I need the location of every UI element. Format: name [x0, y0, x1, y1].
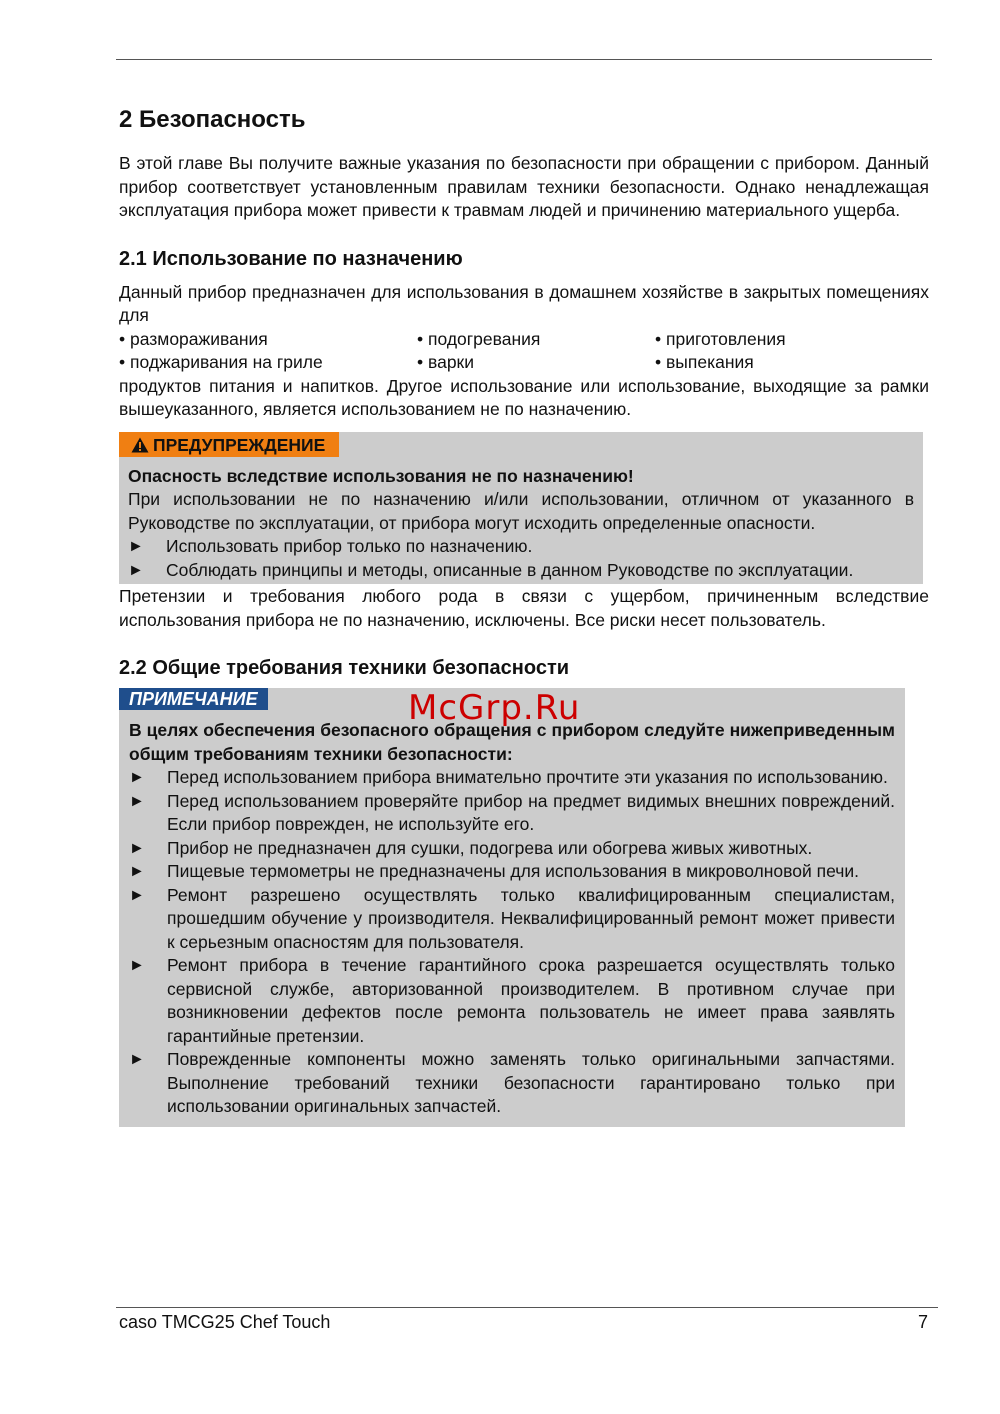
page-content — [119, 104, 929, 1127]
warning-title: Опасность вследствие использования не по назначению! — [128, 465, 634, 486]
arrow-right-icon: ► — [129, 839, 145, 857]
usage-bullets — [119, 328, 929, 375]
general-title: 2.2 Общие требования техники безопасности — [119, 657, 570, 679]
note-item: ► Ремонт прибора в течение гарантийного срока разрешается осуществлять только сервисной службе, авторизованной производителем. В противном случае при возникновении дефектов после ремонта пользователь не имеет права заявлять гарантийные претензии. — [129, 954, 895, 1048]
note-item: ► Пищевые термометры не предназначены для использования в микроволновой печи. — [129, 860, 895, 884]
note-item: ► Ремонт разрешено осуществлять только квалифицированным специалистам, прошедшим обучение у производителя. Неквалифицированный ремонт может привести к серьезным опасностям для пользователя. — [129, 884, 895, 955]
arrow-right-icon: ► — [128, 561, 144, 579]
warning-triangle-icon — [131, 437, 149, 453]
arrow-right-icon: ► — [129, 1051, 145, 1068]
note-box — [119, 688, 905, 1127]
note-title: В целях обеспечения безопасного обращения с прибором следуйте нижеприведенным общим требованиям техники безопасности: — [129, 720, 895, 764]
warning-item: ► Соблюдать принципы и методы, описанные в данном Руководстве по эксплуатации. — [128, 559, 914, 583]
arrow-right-icon: ► — [129, 792, 145, 810]
footer-rule — [116, 1307, 938, 1308]
warning-label — [119, 432, 339, 457]
note-item: ► Прибор не предназначен для сушки, подогрева или обогрева живых животных. — [129, 837, 895, 861]
list-item: • варки — [417, 352, 474, 372]
warning-text: При использовании не по назначению и/или использовании, отличном от указанного в Руководстве по эксплуатации, от прибора могут исходить определенные опасности. — [128, 489, 914, 533]
warning-label-text: ПРЕДУПРЕЖДЕНИЕ — [153, 434, 326, 455]
list-item: • приготовления — [655, 328, 786, 349]
usage-intro: Данный прибор предназначен для использования в домашнем хозяйстве в закрытых помещениях для — [119, 281, 929, 325]
arrow-right-icon: ► — [129, 886, 145, 904]
note-item: ► Поврежденные компоненты можно заменять только оригинальными запчастями. Выполнение требований техники безопасности гарантировано только при использовании оригинальных запчастей. — [129, 1048, 895, 1119]
note-item: ► Перед использованием проверяйте прибор на предмет видимых внешних повреждений. Если прибор поврежден, не используйте его. — [129, 790, 895, 837]
watermark: McGrp.Ru — [408, 688, 581, 728]
section-title: 2 Безопасность — [119, 106, 306, 133]
usage-title: 2.1 Использование по назначению — [119, 247, 463, 270]
list-item: • подогревания — [417, 328, 541, 349]
header-rule — [116, 59, 932, 60]
footer-product: caso TMCG25 Chef Touch — [119, 1312, 331, 1332]
arrow-right-icon: ► — [129, 957, 145, 974]
list-item: • выпекания — [655, 352, 754, 372]
usage-outro: продуктов питания и напитков. Другое использование или использование, выходящие за рамки вышеуказанного, является использованием не по назначению. — [119, 375, 929, 419]
note-item: ► Перед использованием прибора внимательно прочтите эти указания по использованию. — [129, 766, 895, 790]
page-number: 7 — [917, 1312, 928, 1332]
arrow-right-icon: ► — [129, 769, 145, 786]
warning-box — [119, 432, 923, 585]
usage-after: Претензии и требования любого рода в связи с ущербом, причиненным вследствие использования прибора не по назначению, исключены. Все риски несет пользователь. — [119, 586, 929, 630]
section-intro: В этой главе Вы получите важные указания по безопасности при обращении с прибором. Данный прибор соответствует установленным правилам техники безопасности. Однако ненадлежащая эксплуатация прибора может привести к травмам людей и причинению материального ущерба. — [119, 153, 929, 220]
note-label: ПРИМЕЧАНИЕ — [119, 688, 268, 710]
list-item: • размораживания — [119, 328, 268, 349]
arrow-right-icon: ► — [128, 538, 144, 555]
arrow-right-icon: ► — [129, 863, 145, 880]
warning-item: ► Использовать прибор только по назначению. — [128, 535, 914, 559]
list-item: • поджаривания на гриле — [119, 352, 323, 372]
